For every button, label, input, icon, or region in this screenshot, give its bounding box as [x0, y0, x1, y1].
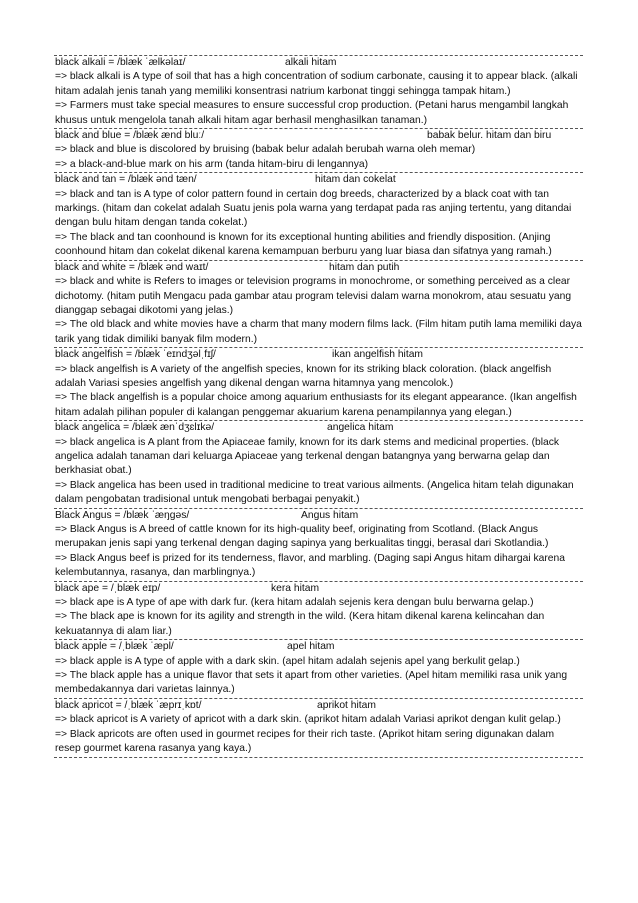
entry-translation: Angus hitam	[301, 509, 359, 521]
entry-translation: apel hitam	[287, 641, 335, 653]
entry-translation: aprikot hitam	[317, 699, 376, 711]
entry-term: black angelfish = /blæk ˈeɪndʒəlˌfɪʃ/	[55, 349, 216, 361]
entry-example: => Black Angus beef is prized for its tenderness, flavor, and marbling. (Daging sapi Angus hitam dihargai karena kelembutannya, rasanya, dan marblingnya.)	[55, 552, 565, 579]
entry-header	[55, 582, 582, 596]
entry-term: Black Angus = /blæk ˈæŋgəs/	[55, 509, 190, 521]
entry-header	[55, 699, 582, 713]
entry-translation: ikan angelfish hitam	[332, 349, 424, 361]
entry-definition: => black and tan is A type of color pattern found in certain dog breeds, characterized by a black coat with tan markings. (hitam dan cokelat adalah Suatu jenis pola warna yang terdapat pada ras anjing tertentu, yang ditandai dengan bulu hitam dengan tanda cokelat.)	[55, 188, 572, 229]
dictionary-entry	[54, 698, 583, 758]
dictionary-entry	[54, 420, 583, 507]
entry-definition: => black alkali is A type of soil that has a high concentration of sodium carbonate, causing it to appear black. (alkali hitam adalah jenis tanah yang memiliki konsentrasi natrium karbonat tinggi sehingga tampak hitam.)	[55, 71, 578, 97]
entry-header	[55, 261, 582, 275]
entry-example: => Farmers must take special measures to ensure successful crop production. (Petani harus mengambil langkah khusus untuk mengelola tanah alkali hitam agar berhasil menghasilkan tanaman.)	[55, 100, 569, 126]
entry-term: black angelica = /blæk ænˈdʒɛlɪkə/	[55, 422, 215, 434]
entry-header	[55, 640, 582, 654]
entry-term: black alkali = /blæk ˈælkəlaɪ/	[55, 57, 186, 68]
entry-term: black ape = /ˌblæk eɪp/	[55, 582, 161, 594]
entry-example: => The black ape is known for its agility and strength in the wild. (Kera hitam dikenal karena kelincahan dan kekuatannya di alam liar.)	[55, 611, 545, 637]
entry-translation: babak belur. hitam dan biru	[427, 130, 552, 142]
entry-term: black and white = /blæk ənd waɪt/	[55, 261, 209, 273]
dictionary-entry	[54, 581, 583, 640]
entry-header	[55, 509, 582, 523]
dictionary-sheet	[54, 55, 583, 758]
entry-translation: hitam dan cokelat	[315, 174, 396, 186]
entry-definition: => black ape is A type of ape with dark fur. (kera hitam adalah sejenis kera dengan bulu berwarna gelap.)	[55, 597, 534, 609]
entry-example: => The black angelfish is a popular choice among aquarium enthusiasts for its elegant appearance. (Ikan angelfish hitam adalah pilihan populer di kalangan penggemar akuarium karena penampilannya yang elegan.)	[55, 392, 577, 418]
entry-example: => Black apricots are often used in gourmet recipes for their rich taste. (Aprikot hitam sering digunakan dalam resep gourmet karena rasanya yang kaya.)	[55, 728, 555, 755]
entry-example: => a black-and-blue mark on his arm (tanda hitam-biru di lengannya)	[55, 158, 369, 170]
dictionary-entry	[54, 172, 583, 259]
entry-definition: => black and white is Refers to images or television programs in monochrome, or something perceived as a clear dichotomy. (hitam putih Mengacu pada gambar atau program televisi dalam warna monokrom, atau sesuatu yang dianggap sebagai dikotomi yang jelas.)	[55, 276, 572, 316]
dictionary-entry	[54, 260, 583, 347]
entry-header	[55, 56, 582, 70]
entry-header	[55, 129, 582, 143]
entry-definition: => black angelica is A plant from the Apiaceae family, known for its dark stems and medicinal properties. (black angelica adalah tanaman dari keluarga Apiaceae yang terkenal dengan batangnya yang berwarna gelap dan berkhasiat obat.)	[55, 436, 560, 477]
entry-translation: alkali hitam	[285, 57, 337, 68]
entry-term: black and tan = /blæk ənd tæn/	[55, 174, 197, 186]
entry-translation: hitam dan putih	[329, 261, 400, 273]
entry-translation: angelica hitam	[327, 422, 394, 434]
entry-example: => The black apple has a unique flavor that sets it apart from other varieties. (Apel hitam memiliki rasa unik yang membedakannya dari varietas lainnya.)	[55, 670, 568, 696]
entry-term: black apple = /ˌblæk ˈæpl/	[55, 641, 174, 653]
entry-header	[55, 173, 582, 187]
dictionary-entry	[54, 508, 583, 581]
entry-header	[55, 348, 582, 362]
entry-definition: => black and blue is discolored by bruising (babak belur adalah berubah warna oleh memar)	[55, 144, 476, 156]
entry-definition: => black apricot is A variety of apricot with a dark skin. (aprikot hitam adalah Variasi aprikot dengan kulit gelap.)	[55, 714, 561, 726]
entry-definition: => black angelfish is A variety of the angelfish species, known for its striking black coloration. (black angelfish adalah Variasi spesies angelfish yang dikenal dengan warna hitamnya yang mencolok.)	[55, 363, 552, 389]
dictionary-entry	[54, 347, 583, 420]
entry-translation: kera hitam	[271, 582, 320, 594]
entry-term: black and blue = /blæk ænd bluː/	[55, 130, 205, 142]
entry-example: => Black angelica has been used in traditional medicine to treat various ailments. (Angelica hitam telah digunakan dalam pengobatan tradisional untuk mengobati berbagai penyakit.)	[55, 479, 574, 506]
entry-term: black apricot = /ˌblæk ˈæprɪˌkɒt/	[55, 699, 202, 711]
entry-definition: => Black Angus is A breed of cattle known for its high-quality beef, originating from Scotland. (Black Angus merupakan jenis sapi yang terkenal dengan daging sapinya yang berkualitas tinggi, berasal dari Skotlandia.)	[55, 524, 549, 550]
dictionary-entry	[54, 55, 583, 128]
entry-example: => The black and tan coonhound is known for its exceptional hunting abilities and friendly disposition. (Anjing coonhound hitam dan cokelat dikenal karena kemampuan berburu yang luar biasa dan sifatnya yang ramah.)	[55, 231, 552, 258]
dictionary-entry	[54, 639, 583, 698]
entry-example: => The old black and white movies have a charm that many modern films lack. (Film hitam putih lama memiliki daya tarik yang tidak dimiliki banyak film modern.)	[55, 319, 582, 345]
dictionary-entry	[54, 128, 583, 172]
entry-definition: => black apple is A type of apple with a dark skin. (apel hitam adalah sejenis apel yang berkulit gelap.)	[55, 655, 520, 667]
entry-header	[55, 421, 582, 435]
